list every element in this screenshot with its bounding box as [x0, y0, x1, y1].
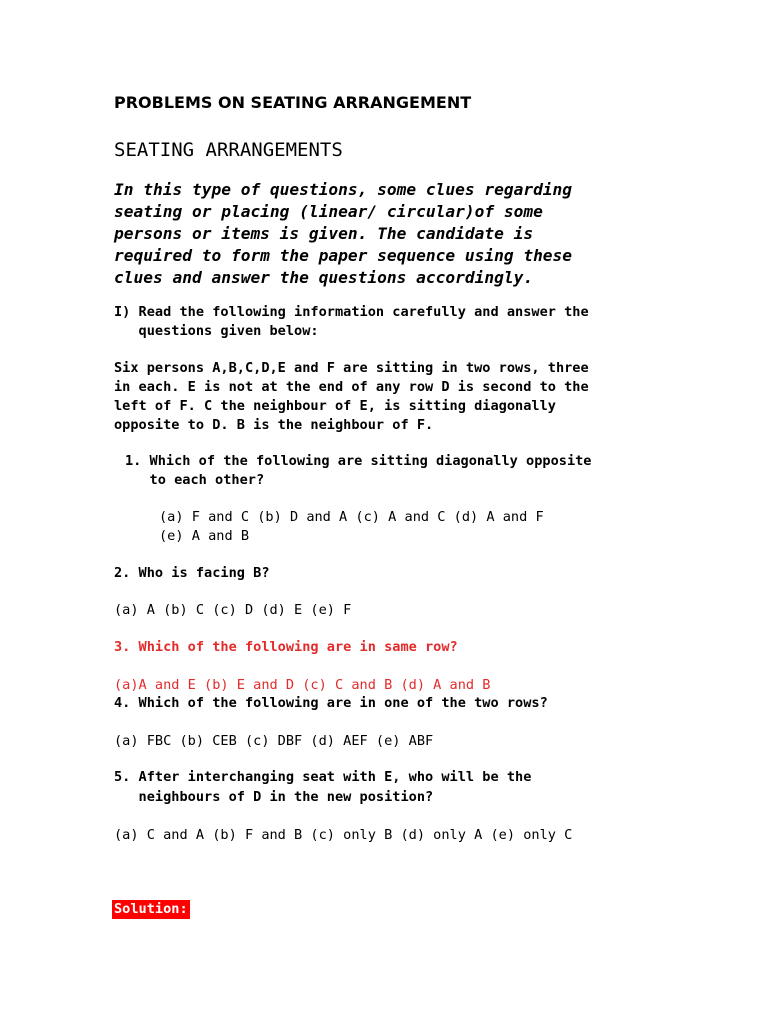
passage-line: opposite to D. B is the neighbour of F. — [114, 417, 434, 433]
question-5: neighbours of D in the new position? — [114, 789, 434, 805]
question-1: 1. Which of the following are sitting diagonally opposite — [125, 453, 592, 469]
intro-line: persons or items is given. The candidate is — [114, 224, 534, 243]
passage-line: Six persons A,B,C,D,E and F are sitting in two rows, three — [114, 360, 589, 376]
question-3: 3. Which of the following are in same row? — [114, 639, 458, 655]
document-title: PROBLEMS ON SEATING ARRANGEMENT — [114, 93, 472, 112]
solution-label: Solution: — [114, 901, 188, 917]
passage-line: left of F. C the neighbour of E, is sitting diagonally — [114, 398, 556, 414]
question-1: to each other? — [125, 472, 265, 488]
passage-line: in each. E is not at the end of any row D is second to the — [114, 379, 589, 395]
question-1-options: (e) A and B — [159, 528, 250, 544]
instruction-line: questions given below: — [114, 323, 319, 339]
question-5-options: (a) C and A (b) F and B (c) only B (d) only A (e) only C — [114, 827, 573, 843]
section-heading: SEATING ARRANGEMENTS — [114, 139, 343, 161]
intro-line: clues and answer the questions accordingly. — [114, 268, 534, 287]
intro-line: required to form the paper sequence using these — [114, 246, 573, 265]
question-3-options: (a)A and E (b) E and D (c) C and B (d) A and B — [114, 677, 491, 693]
question-2-options: (a) A (b) C (c) D (d) E (e) F — [114, 602, 352, 618]
question-4-options: (a) FBC (b) CEB (c) DBF (d) AEF (e) ABF — [114, 733, 434, 749]
question-4: 4. Which of the following are in one of the two rows? — [114, 695, 548, 711]
intro-line: seating or placing (linear/ circular)of some — [114, 202, 543, 221]
instruction-line: I) Read the following information carefully and answer the — [114, 304, 589, 320]
question-2: 2. Who is facing B? — [114, 565, 270, 581]
question-5: 5. After interchanging seat with E, who will be the — [114, 769, 532, 785]
intro-line: In this type of questions, some clues regarding — [114, 180, 573, 199]
question-1-options: (a) F and C (b) D and A (c) A and C (d) A and F — [159, 509, 544, 525]
